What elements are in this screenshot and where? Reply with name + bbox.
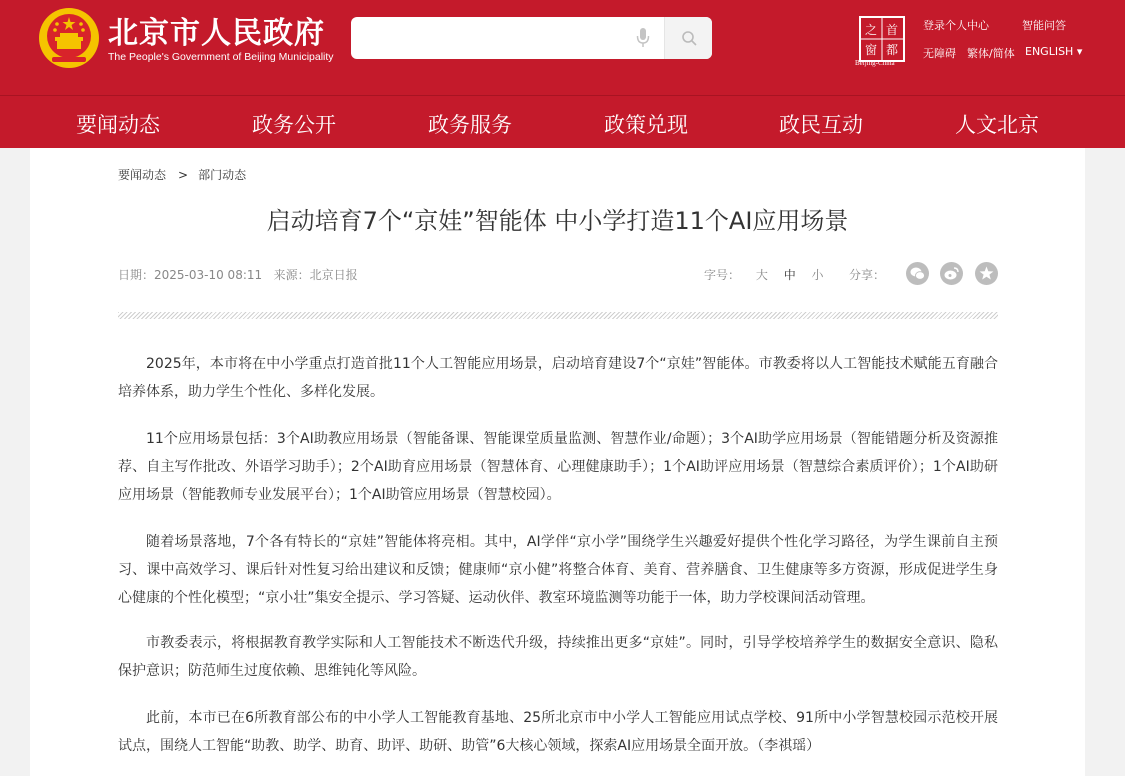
article-paragraph: 此前，本市已在6所教育部公布的中小学人工智能教育基地、25所北京市中小学人工智能应用试点学校、91所中小学智慧校园示范校开展试点，围绕人工智能“助教、助学、助育、助评、助研、助管”6大核心领域，探索AI应用场景全面开放。（李祺瑶） (118, 710, 998, 754)
divider-stripe (118, 312, 998, 319)
login-link[interactable]: 登录个人中心 (923, 19, 989, 32)
svg-text:都: 都 (885, 43, 899, 57)
font-size-label: 字号： (704, 268, 741, 282)
breadcrumb (118, 166, 246, 183)
svg-text:首: 首 (885, 23, 899, 37)
font-size-medium[interactable]: 中 (783, 268, 796, 282)
nav-item-services[interactable]: 政务服务 (428, 113, 512, 137)
nav-item-gov-affairs[interactable]: 政务公开 (252, 113, 336, 137)
seal-caption: Beijing-China (855, 59, 895, 67)
svg-text:窗: 窗 (864, 43, 878, 57)
article-container (30, 148, 1085, 776)
site-title[interactable]: 北京市人民政府 (108, 16, 325, 51)
share-label: 分享： (849, 268, 886, 282)
search-input[interactable] (351, 17, 631, 59)
accessibility-link[interactable]: 无障碍 (923, 47, 956, 60)
article-paragraph: 2025年，本市将在中小学重点打造首批11个人工智能应用场景，启动培育建设7个“京娃”智能体。市教委将以人工智能技术赋能五育融合培养体系，助力学生个性化、多样化发展。 (118, 356, 998, 400)
breadcrumb-home[interactable]: 要闻动态 (118, 168, 167, 182)
article-paragraph: 随着场景落地，7个各有特长的“京娃”智能体将亮相。其中，AI学伴“京小学”围绕学生兴趣爱好提供个性化学习路径，为学生课前自主预习、课中高效学习、课后针对性复习给出建议和反馈；健康师“京小健”将整合体育、美育、营养膳食、卫生健康等多方资源，形成促进学生身心健康的个性化模型；“京小壮”集安全提示、学习答疑、运动伙伴、教室环境监测等功能于一体，助力学校课间活动管理。 (118, 534, 998, 606)
font-size-selector (704, 266, 836, 283)
article-paragraph: 市教委表示，将根据教育教学实际和人工智能技术不断迭代升级，持续推出更多“京娃”。同时，引导学校培养学生的数据安全意识、隐私保护意识；防范师生过度依赖、思维钝化等风险。 (118, 635, 998, 679)
favorite-share-icon[interactable] (975, 262, 998, 285)
seal-graphic (861, 18, 903, 60)
main-nav (0, 95, 1125, 148)
article-source: 来源：北京日报 (273, 268, 358, 282)
search-box (351, 17, 712, 59)
nav-item-interaction[interactable]: 政民互动 (779, 113, 863, 137)
svg-text:之: 之 (864, 23, 878, 37)
breadcrumb-current[interactable]: 部门动态 (198, 168, 247, 182)
smart-qa-link[interactable]: 智能问答 (1022, 19, 1066, 32)
font-size-large[interactable]: 大 (755, 268, 768, 282)
national-emblem-icon[interactable] (38, 7, 100, 69)
article-meta (118, 266, 358, 283)
breadcrumb-separator: > (178, 168, 189, 182)
font-size-small[interactable]: 小 (811, 268, 824, 282)
article-paragraph: 11个应用场景包括：3个AI助教应用场景（智能备课、智能课堂质量监测、智慧作业/命题）；3个AI助学应用场景（智能错题分析及资源推荐、自主写作批改、外语学习助手）；2个AI助育应用场景（智慧体育、心理健康助手）；1个AI助评应用场景（智慧综合素质评价）；1个AI助研应用场景（智能教师专业发展平台）；1个AI助管应用场景（智慧校园）。 (118, 431, 998, 503)
search-icon (681, 30, 697, 46)
nav-item-policy[interactable]: 政策兑现 (604, 113, 688, 137)
article-title: 启动培育7个“京娃”智能体 中小学打造11个AI应用场景 (266, 207, 849, 235)
weibo-share-icon[interactable] (940, 262, 963, 285)
site-header (0, 0, 1125, 95)
site-subtitle: The People's Government of Beijing Municipality (108, 51, 334, 63)
capital-window-logo[interactable] (859, 16, 905, 62)
article-date: 日期：2025-03-10 08:11 (118, 268, 263, 282)
nav-item-news[interactable]: 要闻动态 (76, 113, 160, 137)
search-button[interactable] (664, 17, 712, 59)
english-dropdown[interactable]: ENGLISH ▾ (1025, 45, 1083, 58)
nav-item-culture[interactable]: 人文北京 (955, 113, 1039, 137)
wechat-share-icon[interactable] (906, 262, 929, 285)
microphone-icon[interactable] (636, 27, 650, 49)
traditional-simplified-link[interactable]: 繁体/简体 (967, 47, 1015, 60)
